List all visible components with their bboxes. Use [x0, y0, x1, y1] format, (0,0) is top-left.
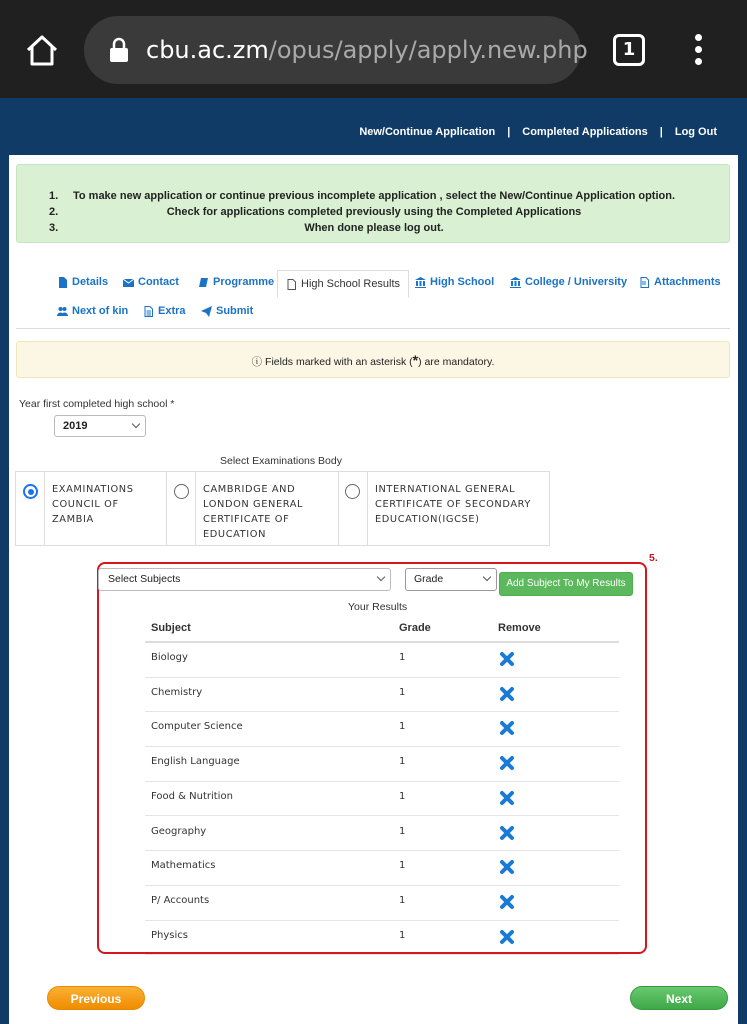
tab-high-school-results[interactable] — [277, 270, 409, 298]
radio-cell — [167, 472, 196, 545]
grade-cell: 1 — [399, 686, 406, 698]
exam-radio-cambridge[interactable] — [174, 484, 189, 499]
step-annotation-label: 5. — [649, 552, 658, 564]
file-text-icon — [143, 306, 154, 317]
lock-icon — [108, 37, 130, 63]
table-row — [145, 817, 619, 852]
tab-label: Submit — [216, 305, 254, 317]
instruction-text: Check for applications completed previously using the Completed Applications — [166, 206, 582, 218]
subject-cell: P/ Accounts — [151, 894, 210, 906]
tab-extra[interactable] — [143, 298, 186, 324]
tab-attachments[interactable] — [639, 269, 721, 295]
subject-cell: Computer Science — [151, 721, 243, 733]
envelope-icon — [123, 277, 134, 288]
subject-cell: English Language — [151, 756, 240, 768]
application-tabs — [16, 269, 730, 329]
exam-radio-ecz[interactable] — [23, 484, 38, 499]
attachment-icon — [639, 277, 650, 288]
add-subject-button[interactable]: Add Subject To My Results — [499, 572, 633, 596]
tab-label: Programme — [213, 276, 275, 288]
file-icon — [57, 277, 68, 288]
top-navigation — [359, 126, 717, 138]
subject-cell: Chemistry — [151, 686, 203, 698]
radio-cell — [339, 472, 368, 545]
url-text: cbu.ac.zm/opus/apply/apply.new.php — [146, 36, 588, 64]
exam-body-options — [15, 471, 550, 546]
remove-icon[interactable] — [499, 859, 515, 875]
grade-select[interactable] — [405, 568, 497, 591]
chevron-down-icon — [483, 573, 491, 581]
tab-college-university[interactable] — [510, 269, 627, 295]
nav-separator: | — [507, 126, 511, 138]
tab-label: Extra — [158, 305, 186, 317]
remove-icon[interactable] — [499, 686, 515, 702]
grade-cell: 1 — [399, 860, 406, 872]
institution-icon — [510, 277, 521, 288]
grade-cell: 1 — [399, 929, 406, 941]
remove-icon[interactable] — [499, 790, 515, 806]
subject-cell: Geography — [151, 825, 207, 837]
remove-icon[interactable] — [499, 825, 515, 841]
exam-option-label: EXAMINATIONS COUNCIL OF ZAMBIA — [52, 484, 134, 525]
year-select-value: 2019 — [63, 420, 88, 432]
tab-label: Contact — [138, 276, 179, 288]
year-select[interactable] — [54, 415, 146, 437]
subject-column-header: Subject — [151, 622, 191, 634]
tab-label: College / University — [525, 276, 628, 288]
tab-switcher-button[interactable]: 1 — [613, 34, 645, 66]
exam-option-label: CAMBRIDGE AND LONDON GENERAL CERTIFICATE OF EDUCATION — [203, 484, 304, 540]
application-page: 1. To make new application or continue previous incomplete application , select the New/Continue Application option. 2. Check for applications completed previously using the Completed Applications 3. When done please log out. Details Contact Programme High School Results High School College / University Attachments Next of kin Extra Submit ⓘ Fields marked with an asterisk (*) are mandatory. Year first completed high school * 2019 Select Examinations Body EXAMINATIONS COUNCIL OF ZAMBIA CAMBRIDGE AND LONDON GENERAL CERTIFICATE OF EDUCATION INTERNATIONAL GENERAL CERTIFICATE OF SECONDARY EDUCATION(IGCSE) 5. Select Subjects Grade Add Subject To My Results Your Results Subject Grade Remove Biology 1 Chemistry 1 Computer Science 1 English Language 1 Food & Nutrition 1 Geography 1 Mathematics 1 P/ Accounts 1 Physics 1 Previous Next — [9, 155, 738, 1024]
table-row — [145, 712, 619, 747]
tab-label: High School Results — [301, 278, 401, 290]
remove-icon[interactable] — [499, 755, 515, 771]
subject-select[interactable] — [98, 568, 391, 591]
grade-cell: 1 — [399, 652, 406, 663]
users-icon — [57, 306, 68, 317]
tab-details[interactable] — [57, 269, 108, 295]
nav-separator: | — [659, 126, 663, 138]
completed-applications-link[interactable]: Completed Applications — [522, 126, 648, 138]
subject-select-value: Select Subjects — [108, 573, 181, 585]
exam-option-label: INTERNATIONAL GENERAL CERTIFICATE OF SECONDARY EDUCATION(IGCSE) — [375, 484, 531, 525]
table-row — [145, 747, 619, 782]
book-icon — [198, 277, 209, 288]
next-button[interactable]: Next — [630, 986, 728, 1010]
previous-button[interactable]: Previous — [47, 986, 145, 1010]
table-row — [145, 886, 619, 921]
table-row — [145, 643, 619, 678]
info-icon: ⓘ — [251, 356, 263, 368]
exam-option-igcse[interactable] — [368, 472, 549, 545]
table-row — [145, 678, 619, 713]
results-table-header — [145, 614, 619, 643]
notice-text: Fields marked with an asterisk ( — [265, 356, 413, 368]
instruction-number: 3. — [49, 222, 59, 234]
grade-cell: 1 — [399, 790, 406, 802]
instruction-text: When done please log out. — [304, 222, 444, 234]
address-bar[interactable] — [84, 16, 588, 84]
tab-programme[interactable] — [198, 269, 274, 295]
grade-column-header: Grade — [399, 622, 431, 634]
new-continue-application-link[interactable]: New/Continue Application — [359, 126, 496, 138]
instructions-panel — [16, 164, 730, 243]
tab-high-school[interactable] — [415, 269, 494, 295]
asterisk-symbol: * — [412, 352, 419, 368]
paper-plane-icon — [201, 306, 212, 317]
exam-option-ecz[interactable] — [45, 472, 167, 545]
more-menu-icon[interactable] — [690, 34, 706, 68]
table-row — [145, 782, 619, 817]
notice-text: ) are mandatory. — [418, 356, 495, 368]
grade-cell: 1 — [399, 721, 406, 733]
institution-icon — [415, 277, 426, 288]
grade-cell: 1 — [399, 825, 406, 837]
grade-cell: 1 — [399, 756, 406, 768]
tab-submit[interactable] — [201, 298, 253, 324]
exam-option-cambridge[interactable] — [196, 472, 339, 545]
browser-toolbar — [0, 0, 747, 98]
subject-cell: Mathematics — [151, 860, 216, 872]
instruction-text: To make new application or continue previous incomplete application , select the New/Continue Application option. — [72, 190, 675, 202]
chevron-down-icon — [377, 573, 385, 581]
logout-link[interactable]: Log Out — [674, 126, 717, 138]
tab-label: Attachments — [654, 276, 721, 288]
file-outline-icon — [286, 279, 297, 290]
chevron-down-icon — [132, 420, 140, 428]
home-icon[interactable] — [22, 30, 62, 70]
exam-body-label: Select Examinations Body — [220, 455, 342, 467]
subject-cell: Physics — [151, 929, 188, 941]
remove-icon[interactable] — [499, 720, 515, 736]
grade-cell: 1 — [399, 894, 406, 906]
grade-select-value: Grade — [414, 573, 444, 585]
instruction-number: 2. — [49, 206, 59, 218]
subject-cell: Biology — [151, 652, 188, 663]
year-completed-label: Year first completed high school * — [19, 398, 175, 410]
remove-icon[interactable] — [499, 651, 515, 667]
remove-icon[interactable] — [499, 894, 515, 910]
subject-cell: Food & Nutrition — [151, 790, 233, 802]
remove-icon[interactable] — [499, 929, 515, 945]
instruction-number: 1. — [49, 190, 59, 202]
remove-column-header: Remove — [498, 622, 541, 634]
tab-next-of-kin[interactable] — [57, 298, 128, 324]
tab-label: Next of kin — [72, 305, 129, 317]
mandatory-fields-notice — [16, 341, 730, 378]
table-row — [145, 921, 619, 956]
table-row — [145, 851, 619, 886]
tab-contact[interactable] — [123, 269, 179, 295]
exam-radio-igcse[interactable] — [345, 484, 360, 499]
tab-label: Details — [72, 276, 109, 288]
radio-cell — [16, 472, 45, 545]
tab-label: High School — [430, 276, 495, 288]
